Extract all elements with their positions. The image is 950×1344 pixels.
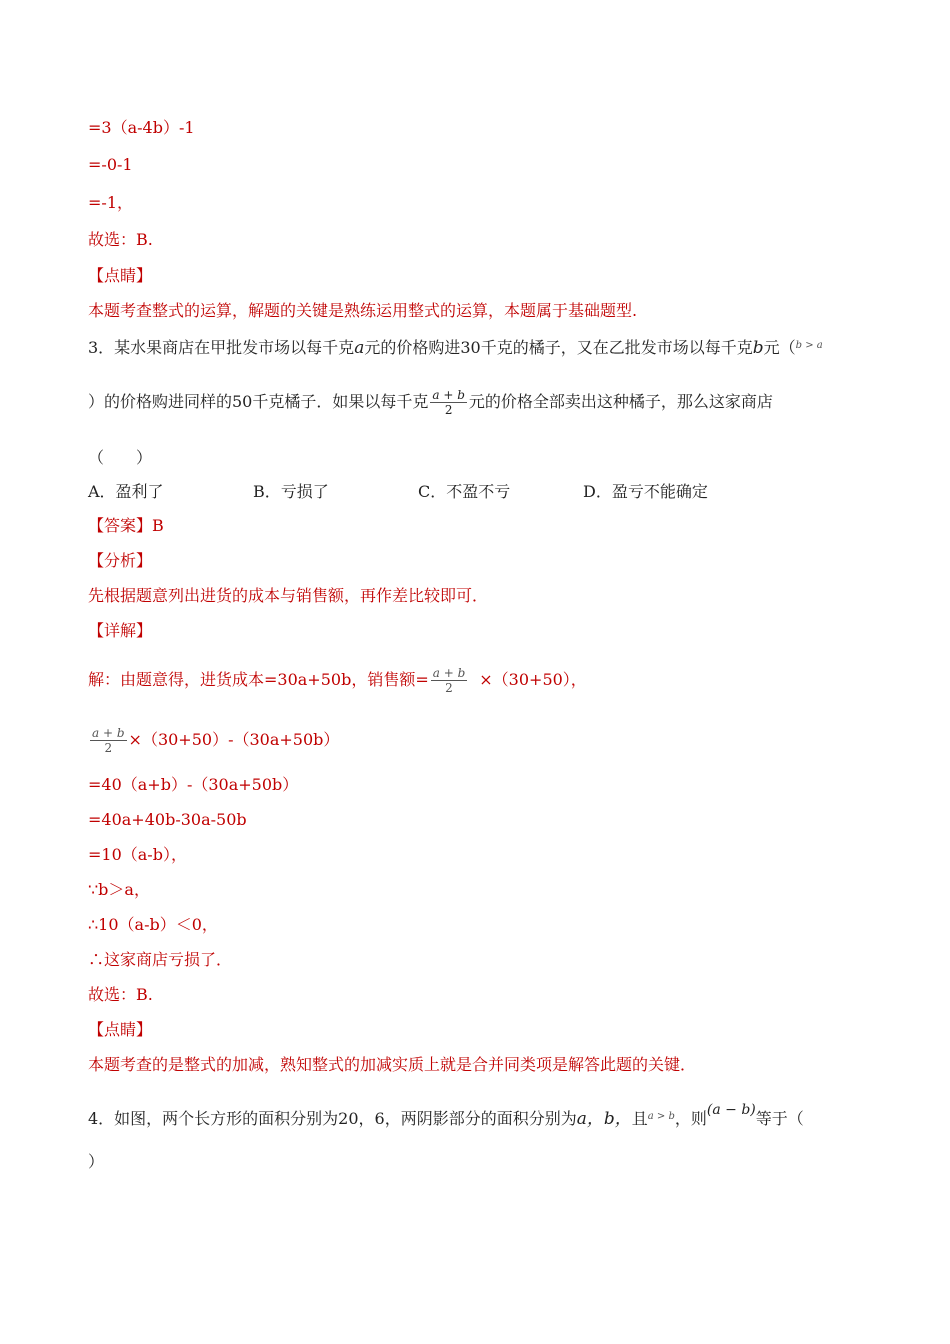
prev-comment-tag: 【点睛】	[88, 266, 153, 285]
q3-analysis: 先根据题意列出进货的成本与销售额，再作差比较即可．	[88, 586, 489, 605]
q4-expression: (a − b)	[706, 1102, 756, 1118]
q3-condition: b > a	[795, 340, 823, 351]
q3-answer-value: B	[152, 516, 164, 535]
q3-answer	[88, 516, 164, 536]
q3-blank: （ ）	[88, 448, 153, 467]
q3-frac-den: 2	[444, 403, 453, 417]
q3-option-a: A．盈利了	[88, 482, 164, 501]
q4-condition: a > b	[647, 1111, 675, 1122]
q3-step-2: =40a+40b-30a-50b	[88, 810, 247, 829]
q3-detail-tag: 【详解】	[88, 621, 153, 640]
q3-sol-frac-num: a + b	[432, 666, 466, 680]
q3-step-6: ∴这家商店亏损了．	[88, 950, 233, 969]
q3-step-4: ∵b＞a，	[88, 880, 150, 899]
q3-part1: 3．某水果商店在甲批发市场以每千克	[88, 338, 355, 357]
q3-step-3: =10（a-b），	[88, 845, 187, 864]
q3-sol2-rest: ×（30+50）-（30a+50b）	[128, 730, 340, 749]
q3-sol2-frac-num: a + b	[92, 726, 125, 740]
q4-part2: 且	[631, 1109, 648, 1128]
q3-fraction	[430, 388, 467, 417]
q3-stem-line1	[88, 336, 823, 358]
q4-part4: 等于（	[755, 1109, 804, 1128]
prev-choice: 故选：B.	[88, 230, 153, 249]
q3-step-1: =40（a+b）-（30a+50b）	[88, 775, 299, 794]
q4-part1: 4．如图，两个长方形的面积分别为20，6，两阴影部分的面积分别为	[88, 1109, 577, 1128]
q4-stem-line1	[88, 1100, 804, 1129]
q4-part3: ，则	[674, 1109, 707, 1128]
q3-frac-num: a + b	[432, 388, 465, 402]
q3-sol2-frac-den: 2	[104, 741, 113, 755]
q3-comment-tag: 【点睛】	[88, 1020, 153, 1039]
q3-step-5: ∴10（a-b）＜0，	[88, 915, 218, 934]
prev-step-2: =-0-1	[88, 155, 133, 174]
q3-solution-line1	[88, 666, 587, 695]
q3-sol-part1: 解：由题意得，进货成本=30a+50b，销售额=	[88, 670, 429, 689]
q3-part5: 元的价格全部卖出这种橘子，那么这家商店	[468, 392, 773, 411]
q3-option-b: B．亏损了	[253, 482, 329, 501]
q3-var-b: b	[752, 338, 764, 358]
q3-comment: 本题考查的是整式的加减，熟知整式的加减实质上就是合并同类项是解答此题的关键．	[88, 1055, 697, 1074]
q3-solution-line2	[88, 726, 339, 755]
q3-part2: 元的价格购进30千克的橘子，又在乙批发市场以每千克	[364, 338, 753, 357]
q4-vars: a，b，	[576, 1109, 632, 1129]
q3-sol-fraction	[431, 666, 468, 695]
q3-choice: 故选：B.	[88, 985, 153, 1004]
prev-step-1: =3（a-4b）-1	[88, 118, 195, 137]
prev-step-3: =-1，	[88, 193, 133, 212]
prev-comment: 本题考查整式的运算，解题的关键是熟练运用整式的运算，本题属于基础题型.	[88, 301, 638, 320]
q3-sol-part2: ×（30+50），	[479, 670, 587, 689]
q3-answer-tag: 【答案】	[88, 516, 153, 535]
q3-sol2-fraction	[90, 726, 127, 755]
q3-part3: 元（	[763, 338, 796, 357]
q3-stem-line2	[88, 388, 773, 417]
q3-option-d: D．盈亏不能确定	[583, 482, 708, 501]
q3-option-c: C．不盈不亏	[418, 482, 511, 501]
q4-close-paren: ）	[88, 1152, 105, 1171]
q3-sol-frac-den: 2	[445, 681, 453, 695]
q3-part4: ）的价格购进同样的50千克橘子．如果以每千克	[88, 392, 429, 411]
q3-analysis-tag: 【分析】	[88, 551, 153, 570]
q3-var-a: a	[354, 338, 365, 358]
